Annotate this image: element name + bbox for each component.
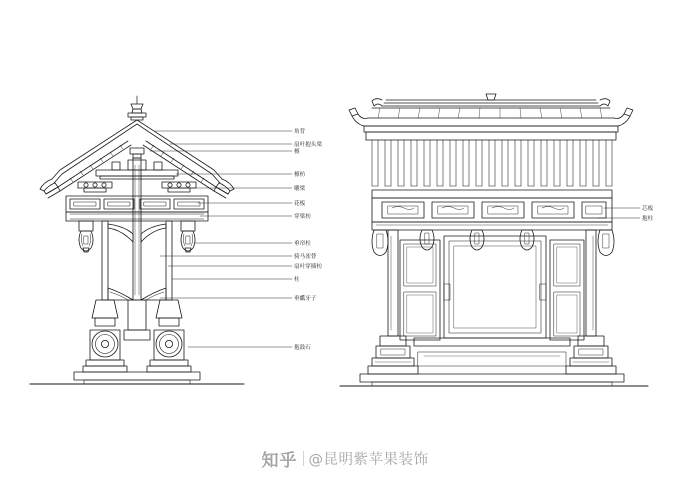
label-shanye-baotouliang: 扇叶抱头梁 xyxy=(294,142,322,148)
left-side-section xyxy=(30,96,292,384)
architrave-panels xyxy=(372,190,612,230)
core-board-panel xyxy=(444,236,546,338)
skirt-boards xyxy=(108,288,166,300)
purlin-beam-assembly xyxy=(96,148,178,179)
ridge-finial-group xyxy=(128,96,146,120)
footer-watermark-bar xyxy=(0,430,690,487)
label-jiao-bei: 角背 xyxy=(294,129,306,135)
bracket-blocks xyxy=(78,182,196,192)
front-hanging-columns xyxy=(372,230,614,256)
label-lin: 檩 xyxy=(294,149,300,155)
wing-panels xyxy=(400,240,584,340)
zhihu-logo: 知乎 xyxy=(261,451,298,471)
right-front-elevation xyxy=(340,94,648,386)
watermark xyxy=(262,446,429,471)
label-huaban: 花板 xyxy=(294,201,306,207)
watermark-account-name: @昆明紫苹果装饰 xyxy=(308,452,429,468)
label-chuirang-yazi: 垂瓤牙子 xyxy=(294,296,317,302)
right-view-leaders xyxy=(598,208,640,218)
roof-eaves xyxy=(40,120,234,198)
drum-stone-bases xyxy=(83,300,191,372)
label-linfang: 檩枋 xyxy=(294,172,306,178)
front-platform xyxy=(340,374,648,386)
label-qimaqueti: 骑马雀替 xyxy=(294,254,317,260)
right-view-label-texts xyxy=(642,204,654,222)
hanging-columns xyxy=(79,221,195,252)
label-diaoliang: 雕梁 xyxy=(294,186,306,192)
label-chuanliangfang: 穿梁枋 xyxy=(294,214,311,220)
eave-band xyxy=(349,108,633,132)
left-view-label-texts xyxy=(294,127,322,351)
watermark-divider xyxy=(303,451,304,466)
rafter-fringe xyxy=(366,132,616,186)
ridge-line xyxy=(372,94,610,106)
platform-base xyxy=(30,372,244,384)
label-shanye-chuanchafang: 扇叶穿插枋 xyxy=(294,264,322,270)
front-base-plinths xyxy=(368,336,616,374)
label-xinban: 芯板 xyxy=(642,206,654,212)
carved-panel-band xyxy=(66,196,208,221)
label-baozhu: 抱柱 xyxy=(642,216,654,222)
label-zhu: 柱 xyxy=(294,277,300,283)
label-chuilianzhu: 垂帘柱 xyxy=(294,241,311,247)
door-leaf-detail xyxy=(444,284,546,300)
label-baogushi: 抱鼓石 xyxy=(294,345,311,351)
spandrel-braces xyxy=(108,224,166,242)
